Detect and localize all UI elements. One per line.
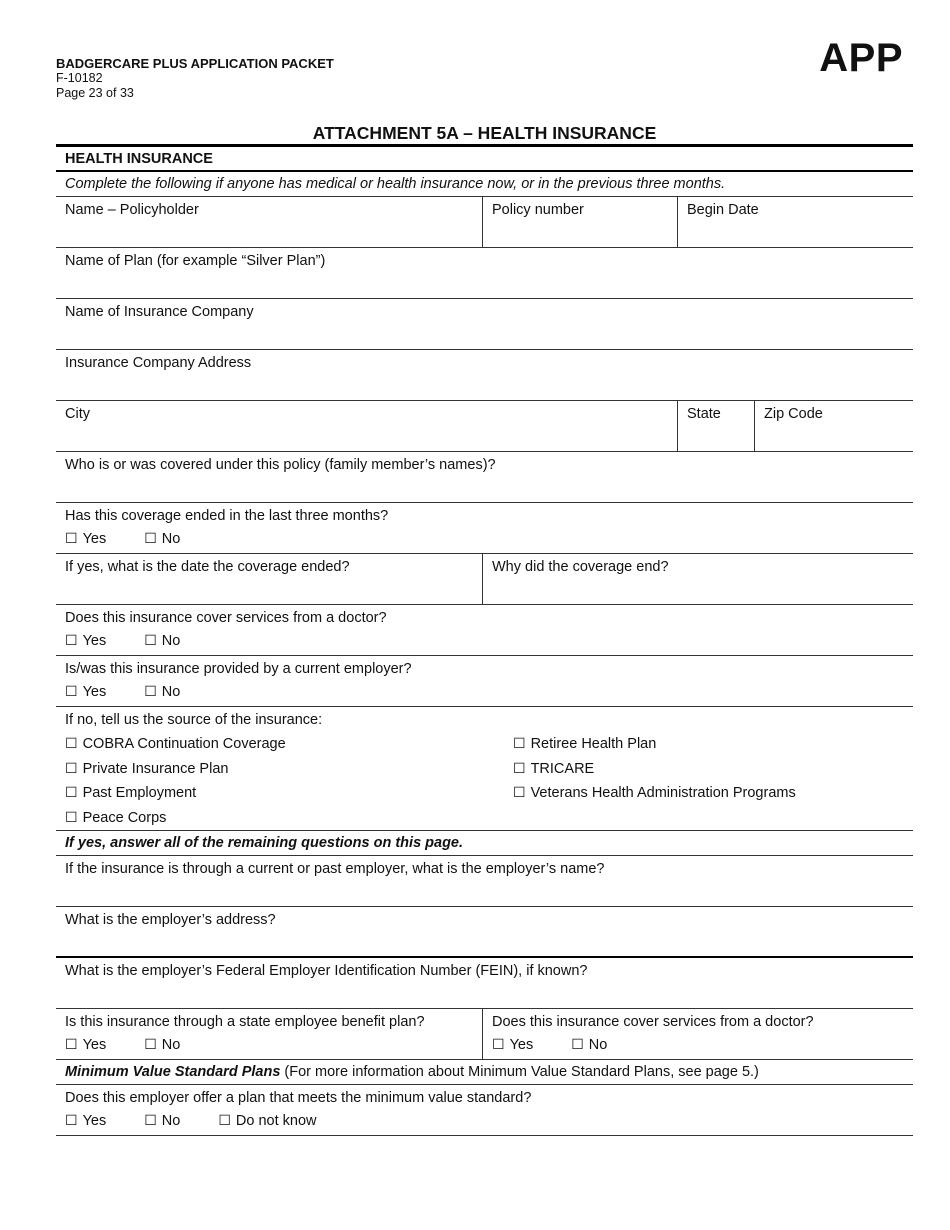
header-block bbox=[56, 56, 334, 101]
instruction-text: Complete the following if anyone has medical or health insurance now, or in the previous three months. bbox=[65, 176, 726, 192]
doctor-row bbox=[56, 605, 913, 656]
employer-address-label: What is the employer’s address? bbox=[65, 912, 276, 928]
section-heading-row bbox=[56, 147, 913, 172]
state-label: State bbox=[687, 406, 721, 422]
policyholder-field[interactable] bbox=[56, 197, 482, 247]
checkbox-icon[interactable]: ☐ bbox=[513, 760, 526, 777]
mvs-note: (For more information about Minimum Value Standard Plans, see page 5.) bbox=[280, 1064, 759, 1080]
checkbox-icon[interactable]: ☐ bbox=[144, 684, 157, 700]
checkbox-icon[interactable]: ☐ bbox=[65, 684, 78, 700]
company-address-field[interactable] bbox=[56, 350, 913, 400]
state-plan-yes[interactable]: ☐ Yes bbox=[65, 1037, 107, 1053]
why-end-label: Why did the coverage end? bbox=[492, 559, 669, 575]
plan-name-field[interactable] bbox=[56, 248, 913, 298]
checkbox-icon[interactable]: ☐ bbox=[65, 1113, 78, 1129]
checkbox-icon[interactable]: ☐ bbox=[513, 736, 526, 752]
packet-title: BADGERCARE PLUS APPLICATION PACKET bbox=[56, 56, 334, 71]
end-date-label: If yes, what is the date the coverage ended? bbox=[65, 559, 350, 575]
city-label: City bbox=[65, 406, 90, 422]
mvs-no[interactable]: ☐ No bbox=[144, 1113, 181, 1129]
company-address-label: Insurance Company Address bbox=[65, 355, 252, 371]
checkbox-icon[interactable]: ☐ bbox=[144, 531, 157, 547]
mvs-row bbox=[56, 1085, 913, 1136]
checkbox-icon[interactable]: ☐ bbox=[65, 760, 78, 777]
policy-row bbox=[56, 197, 913, 248]
mvs-yes[interactable]: ☐ Yes bbox=[65, 1113, 107, 1129]
employer-address-field[interactable] bbox=[56, 907, 913, 956]
end-date-field[interactable] bbox=[56, 554, 482, 604]
employer-name-row bbox=[56, 856, 913, 907]
source-row bbox=[56, 707, 913, 831]
checkbox-icon[interactable]: ☐ bbox=[144, 1037, 157, 1053]
fein-row bbox=[56, 958, 913, 1009]
checkbox-icon[interactable]: ☐ bbox=[65, 531, 78, 547]
company-name-label: Name of Insurance Company bbox=[65, 304, 254, 320]
source-veterans[interactable]: ☐ Veterans Health Administration Programs bbox=[513, 781, 796, 806]
remaining-note: If yes, answer all of the remaining questions on this page. bbox=[65, 835, 464, 851]
doctor-yes[interactable]: ☐ Yes bbox=[65, 633, 107, 649]
plan-name-row bbox=[56, 248, 913, 299]
state-field[interactable] bbox=[677, 401, 754, 451]
mvs-heading: Minimum Value Standard Plans bbox=[65, 1064, 281, 1080]
employer-address-row bbox=[56, 907, 913, 958]
checkbox-icon[interactable]: ☐ bbox=[65, 633, 78, 649]
source-list-right bbox=[513, 732, 834, 830]
begin-date-label: Begin Date bbox=[687, 202, 759, 218]
state-plan-no[interactable]: ☐ No bbox=[144, 1037, 181, 1053]
coverage-ended-question: Has this coverage ended in the last three months? bbox=[65, 508, 389, 524]
city-state-zip-row bbox=[56, 401, 913, 452]
company-name-row bbox=[56, 299, 913, 350]
source-private[interactable]: ☐ Private Insurance Plan bbox=[65, 757, 228, 782]
zip-field[interactable] bbox=[754, 401, 913, 451]
state-plan-question: Is this insurance through a state employee benefit plan? bbox=[65, 1014, 425, 1030]
doctor2-no[interactable]: ☐ No bbox=[571, 1037, 608, 1053]
begin-date-field[interactable] bbox=[677, 197, 913, 247]
checkbox-icon[interactable]: ☐ bbox=[492, 1037, 505, 1053]
checkbox-icon[interactable]: ☐ bbox=[144, 633, 157, 649]
employer-row bbox=[56, 656, 913, 707]
zip-label: Zip Code bbox=[764, 406, 823, 422]
city-field[interactable] bbox=[56, 401, 677, 451]
instruction-row bbox=[56, 172, 913, 197]
policy-number-field[interactable] bbox=[482, 197, 677, 247]
source-tricare[interactable]: ☐ TRICARE bbox=[513, 757, 594, 782]
employer-name-label: If the insurance is through a current or past employer, what is the employer’s name? bbox=[65, 861, 605, 877]
employer-name-field[interactable] bbox=[56, 856, 913, 906]
section-heading: HEALTH INSURANCE bbox=[65, 151, 213, 167]
doctor-no[interactable]: ☐ No bbox=[144, 633, 181, 649]
checkbox-icon[interactable]: ☐ bbox=[218, 1113, 231, 1129]
source-cobra[interactable]: ☐ COBRA Continuation Coverage bbox=[65, 732, 286, 757]
source-list-left bbox=[65, 732, 513, 830]
remaining-note-row bbox=[56, 831, 913, 856]
plan-name-label: Name of Plan (for example “Silver Plan”) bbox=[65, 253, 326, 269]
source-retiree[interactable]: ☐ Retiree Health Plan bbox=[513, 732, 656, 757]
employer-yes[interactable]: ☐ Yes bbox=[65, 684, 107, 700]
app-badge: APP bbox=[819, 36, 903, 80]
policy-number-label: Policy number bbox=[492, 202, 584, 218]
form-number: F-10182 bbox=[56, 71, 103, 85]
employer-question: Is/was this insurance provided by a current employer? bbox=[65, 661, 412, 677]
coverage-ended-row bbox=[56, 503, 913, 554]
policyholder-label: Name – Policyholder bbox=[65, 202, 199, 218]
doctor2-yes[interactable]: ☐ Yes bbox=[492, 1037, 534, 1053]
mvs-dont-know[interactable]: ☐ Do not know bbox=[218, 1113, 317, 1129]
source-question: If no, tell us the source of the insurance: bbox=[65, 712, 323, 728]
checkbox-icon[interactable]: ☐ bbox=[65, 1037, 78, 1053]
state-plan-row bbox=[56, 1009, 913, 1060]
covered-label: Who is or was covered under this policy (family member’s names)? bbox=[65, 457, 496, 473]
checkbox-icon[interactable]: ☐ bbox=[571, 1037, 584, 1053]
covered-row bbox=[56, 452, 913, 503]
doctor-question-2: Does this insurance cover services from a doctor? bbox=[492, 1014, 814, 1030]
health-insurance-form bbox=[56, 144, 913, 1136]
source-peace-corps[interactable]: ☐ Peace Corps bbox=[65, 806, 166, 831]
doctor-question: Does this insurance cover services from a doctor? bbox=[65, 610, 387, 626]
end-date-row bbox=[56, 554, 913, 605]
checkbox-icon[interactable]: ☐ bbox=[513, 785, 526, 801]
checkbox-icon[interactable]: ☐ bbox=[65, 785, 78, 801]
source-past-employment[interactable]: ☐ Past Employment bbox=[65, 781, 196, 806]
why-end-field[interactable] bbox=[482, 554, 913, 604]
company-address-row bbox=[56, 350, 913, 401]
company-name-field[interactable] bbox=[56, 299, 913, 349]
checkbox-icon[interactable]: ☐ bbox=[65, 736, 78, 752]
employer-no[interactable]: ☐ No bbox=[144, 684, 181, 700]
mvs-heading-row bbox=[56, 1060, 913, 1085]
page-title: ATTACHMENT 5A – HEALTH INSURANCE bbox=[312, 123, 657, 143]
checkbox-icon[interactable]: ☐ bbox=[65, 809, 78, 826]
coverage-ended-no[interactable]: ☐ No bbox=[144, 531, 181, 547]
fein-field[interactable] bbox=[56, 958, 913, 1008]
page-number: Page 23 of 33 bbox=[56, 86, 134, 100]
fein-label: What is the employer’s Federal Employer Identification Number (FEIN), if known? bbox=[65, 963, 588, 979]
coverage-ended-yes[interactable]: ☐ Yes bbox=[65, 531, 107, 547]
checkbox-icon[interactable]: ☐ bbox=[144, 1113, 157, 1129]
mvs-question: Does this employer offer a plan that meets the minimum value standard? bbox=[65, 1090, 532, 1106]
covered-field[interactable] bbox=[56, 452, 913, 502]
